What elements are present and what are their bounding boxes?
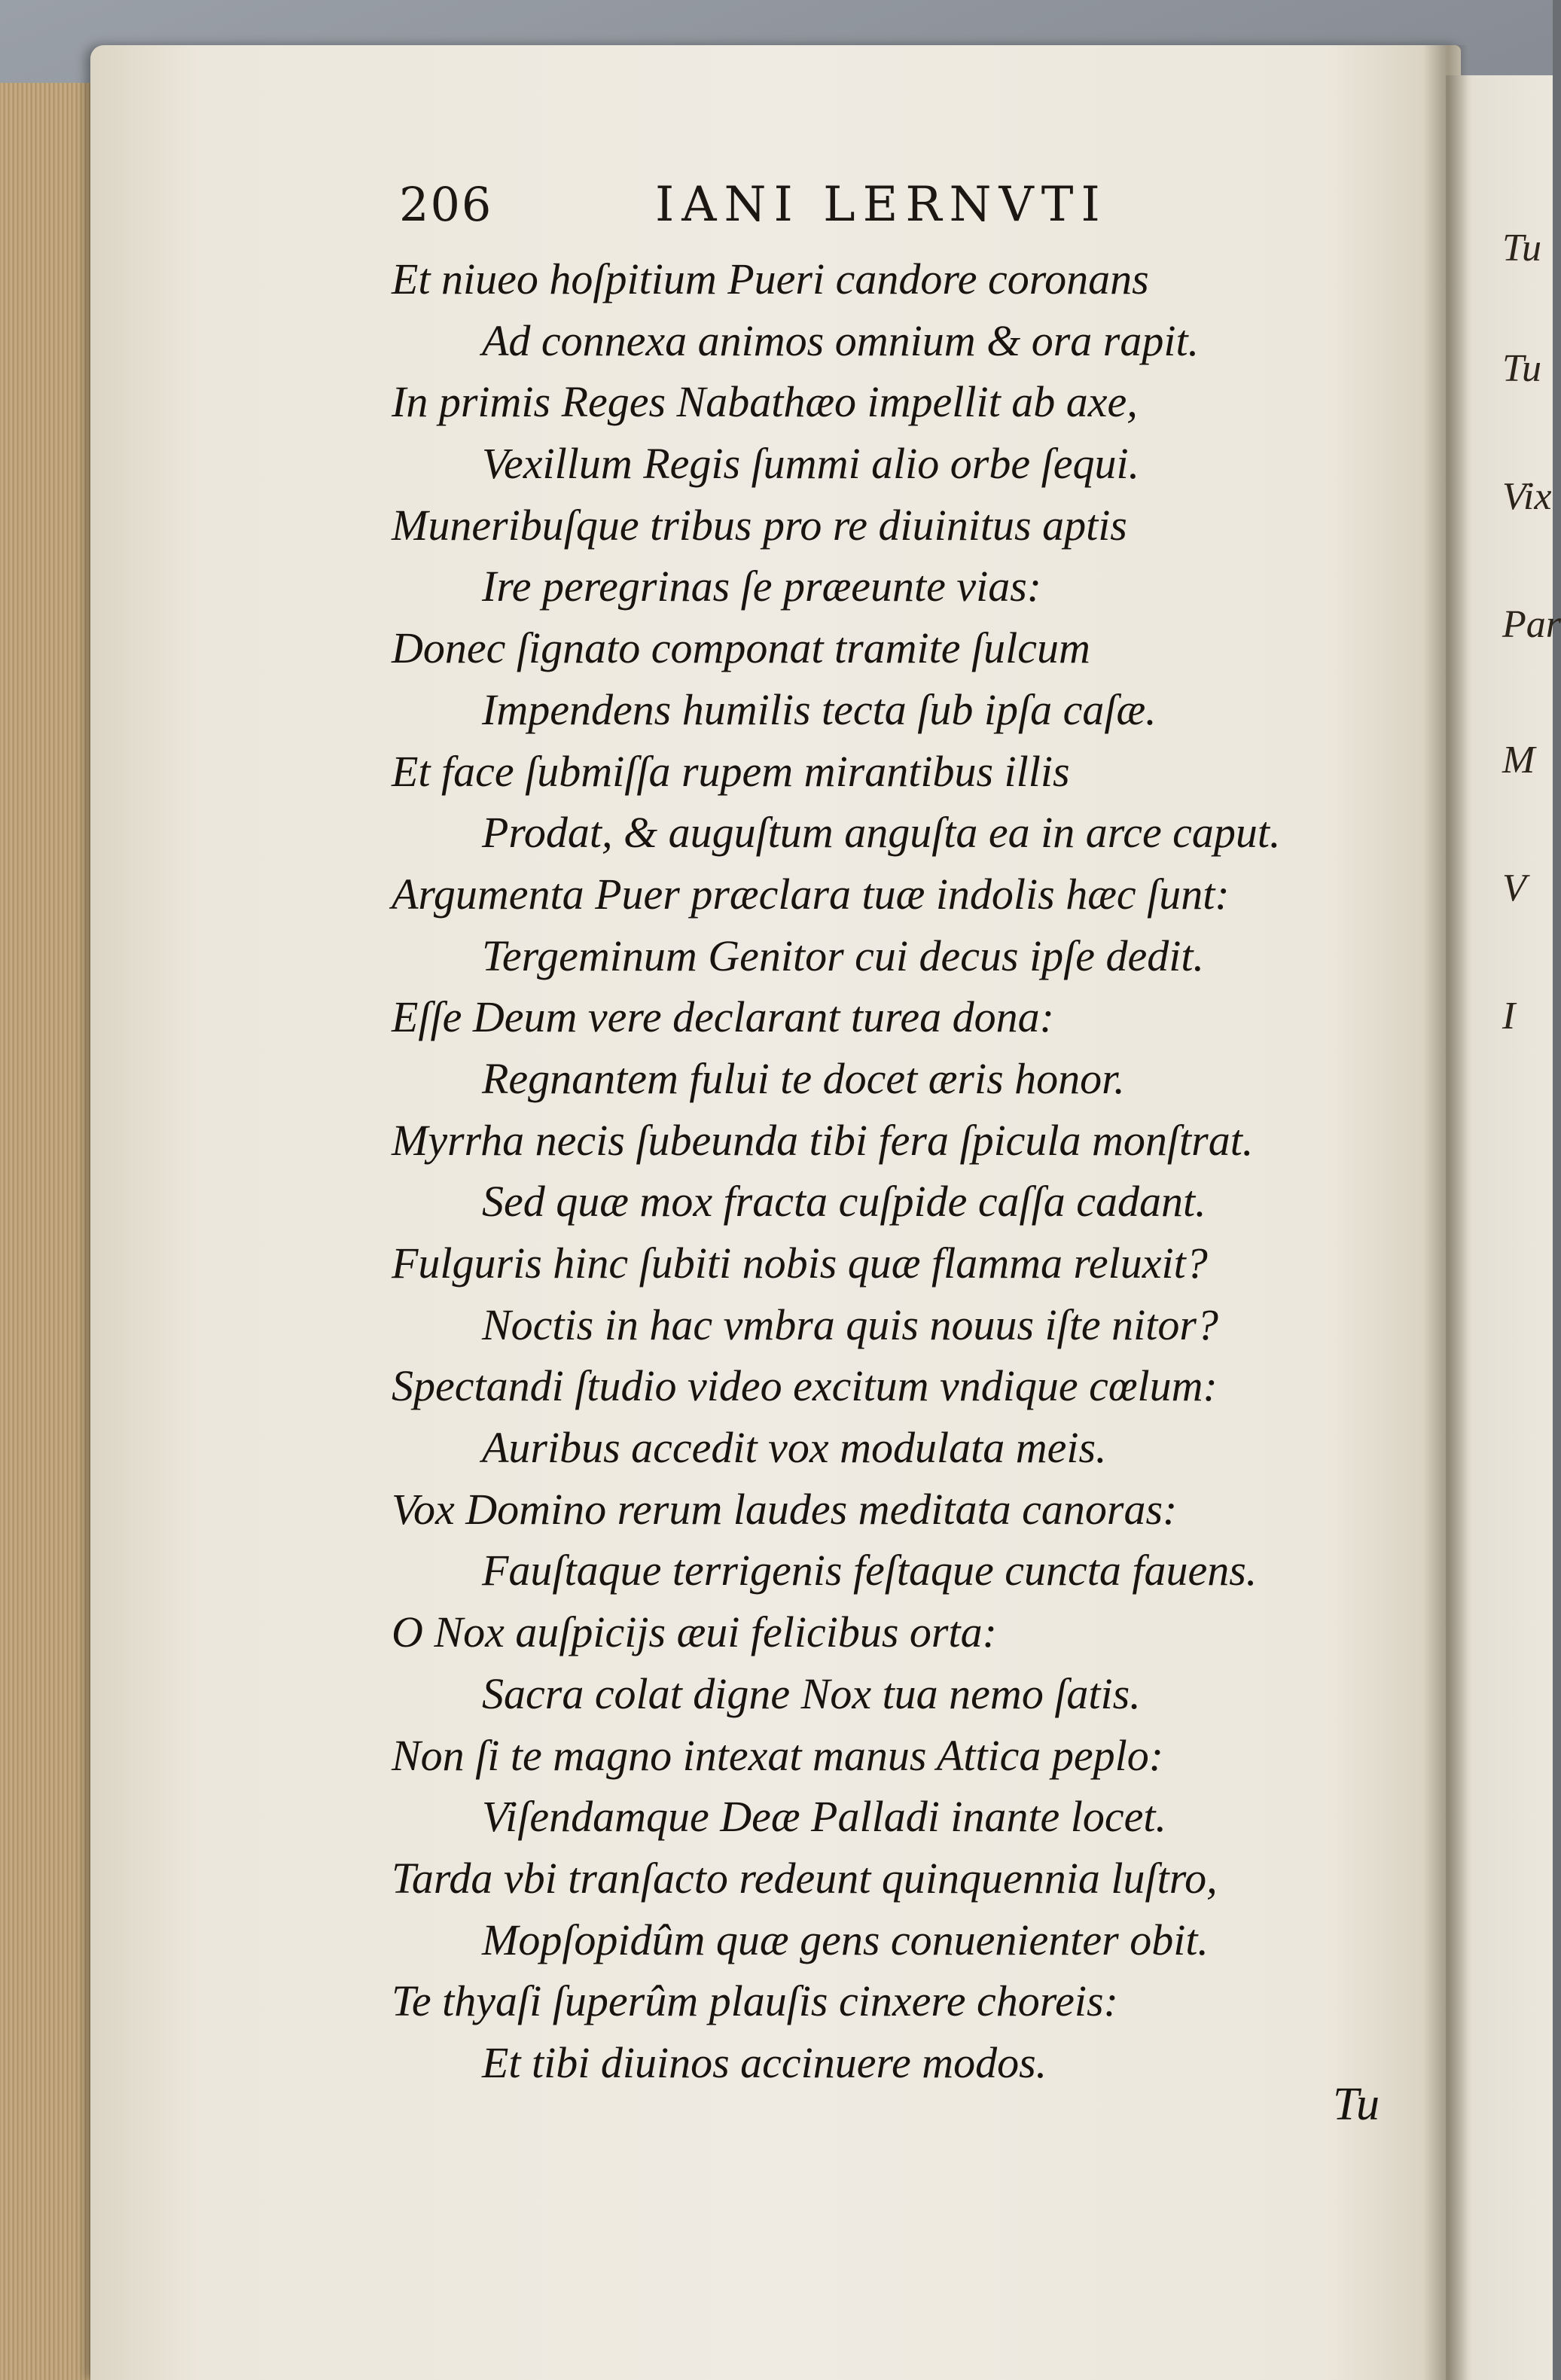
catchword: Tu — [1333, 2079, 1380, 2130]
facing-page-fragment: V — [1502, 867, 1526, 910]
poem-line: Viſendamque Deæ Palladi inante locet. — [482, 1792, 1166, 1842]
poem-line: Ire peregrinas ſe præeunte vias: — [482, 562, 1042, 611]
facing-page-fragment: Par — [1502, 603, 1561, 646]
poem-line: Vexillum Regis ſummi alio orbe ſequi. — [482, 439, 1140, 489]
facing-page-fragment: Tu — [1502, 347, 1542, 390]
poem-line: Non ſi te magno intexat manus Attica peplo: — [392, 1730, 1164, 1780]
poem-line: Sed quæ mox fracta cuſpide caſſa cadant. — [482, 1177, 1206, 1227]
poem-line: Regnantem fului te docet æris honor. — [482, 1053, 1125, 1103]
poem-line: Spectandi ſtudio video excitum vndique cœlum: — [392, 1361, 1218, 1411]
poem-line: Sacra colat digne Nox tua nemo ſatis. — [482, 1668, 1141, 1718]
poem-line: Mopſopidûm quæ gens conuenienter obit. — [482, 1915, 1209, 1964]
running-head — [399, 177, 1212, 252]
poem-line: Ad connexa animos omnium & ora rapit. — [482, 315, 1200, 365]
poem-line: Eſſe Deum vere declarant turea dona: — [392, 992, 1054, 1042]
poem-line: Muneribuſque tribus pro re diuinitus aptis — [392, 500, 1127, 550]
poem-line: Donec ſignato componat tramite ſulcum — [392, 623, 1090, 673]
poem-line: Impendens humilis tecta ſub ipſa caſæ. — [482, 684, 1157, 734]
poem-line: Et face ſubmiſſa rupem mirantibus illis — [392, 746, 1070, 796]
poem-line: Noctis in hac vmbra quis nouus iſte nitor? — [482, 1300, 1218, 1349]
poem-line: In primis Reges Nabathæo impellit ab axe, — [392, 377, 1138, 427]
poem-line: Te thyaſi ſuperûm plauſis cinxere choreis: — [392, 1976, 1118, 2026]
poem-line: Myrrha necis ſubeunda tibi fera ſpicula monſtrat. — [392, 1115, 1254, 1165]
facing-page-fragment: M — [1502, 739, 1535, 782]
poem-line: Auribus accedit vox modulata meis. — [482, 1423, 1107, 1473]
poem-line: Tergeminum Genitor cui decus ipſe dedit. — [482, 931, 1205, 980]
poem-line: Et niueo hoſpitium Pueri candore coronans — [392, 254, 1149, 303]
book-gutter — [1423, 45, 1468, 2380]
poem-line: Vox Domino rerum laudes meditata canoras: — [392, 1484, 1178, 1534]
poem-line: Et tibi diuinos accinuere modos. — [482, 2037, 1047, 2087]
facing-page-fragment: I — [1502, 995, 1516, 1038]
poem-line: O Nox auſpicijs æui felicibus orta: — [392, 1607, 997, 1657]
page-number: 206 — [399, 177, 493, 232]
poem-text — [392, 248, 1393, 2094]
poem-line: Argumenta Puer præclara tuæ indolis hæc ſunt: — [392, 869, 1230, 919]
running-title: IANI LERNVTI — [655, 177, 1108, 233]
poem-line: Prodat, & auguſtum anguſta ea in arce caput. — [482, 808, 1281, 858]
poem-line: Fauſtaque terrigenis feſtaque cuncta fauens. — [482, 1546, 1258, 1595]
facing-page-fragment: Tu — [1502, 227, 1542, 270]
poem-line: Tarda vbi tranſacto redeunt quinquennia luſtro, — [392, 1853, 1218, 1903]
facing-page-fragment: Vix — [1502, 475, 1552, 518]
poem-line: Fulguris hinc ſubiti nobis quæ flamma reluxit? — [392, 1239, 1208, 1288]
